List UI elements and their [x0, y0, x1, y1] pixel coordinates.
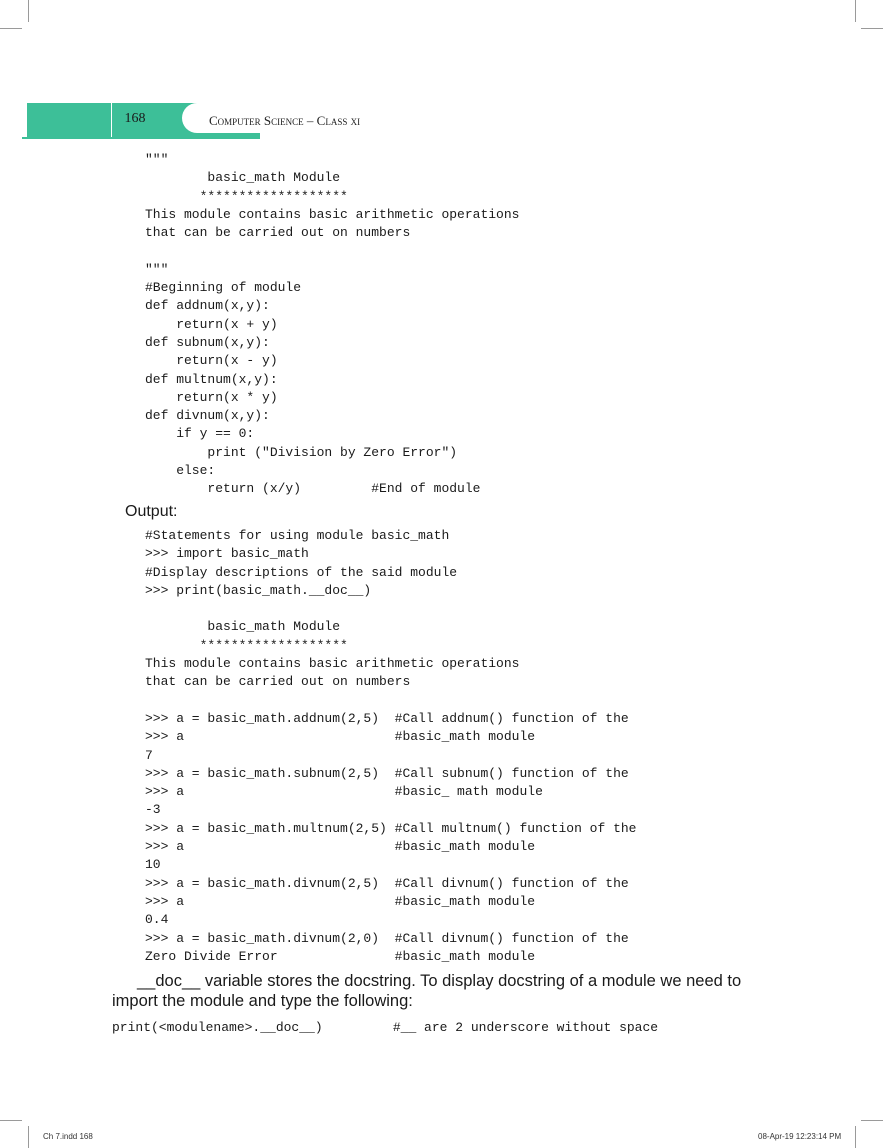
code-line: 10 [145, 857, 161, 873]
code-line: return(x + y) [145, 316, 278, 332]
code-line: #Display descriptions of the said module [145, 564, 458, 580]
crop-mark [861, 28, 883, 29]
footer-date-slug: 08-Apr-19 12:23:14 PM [758, 1132, 842, 1141]
code-line: 0.4 [145, 912, 169, 928]
output-label: Output: [125, 503, 178, 520]
print-doc-code: print(<modulename>.__doc__) #__ are 2 underscore without space [112, 1020, 659, 1035]
code-line: >>> a #basic_math module [145, 893, 536, 909]
code-line: """ [145, 152, 169, 167]
code-line: >>> a = basic_math.addnum(2,5) #Call addnum() function of the [145, 710, 629, 726]
code-line: >>> a #basic_ math module [145, 784, 543, 800]
code-line: def divnum(x,y): [145, 408, 270, 424]
crop-mark [855, 0, 856, 22]
code-line: that can be carried out on numbers [145, 674, 411, 690]
code-line: >>> import basic_math [145, 546, 309, 562]
code-line: return(x - y) [145, 353, 278, 369]
code-line: >>> a = basic_math.divnum(2,0) #Call divnum() function of the [145, 930, 629, 946]
header-rule [22, 137, 260, 139]
code-line: that can be carried out on numbers [145, 225, 411, 241]
output-code-listing [145, 527, 636, 966]
code-line: def multnum(x,y): [145, 371, 278, 387]
code-line: This module contains basic arithmetic operations [145, 656, 520, 672]
code-line: ******************* [145, 188, 348, 204]
code-line: 7 [145, 747, 153, 763]
code-line: >>> a = basic_math.divnum(2,5) #Call divnum() function of the [145, 875, 629, 891]
crop-mark [855, 1126, 856, 1148]
code-line: else: [145, 463, 216, 479]
footer-file-slug: Ch 7.indd 168 [43, 1132, 93, 1141]
header-title: Computer Science – Class xi [209, 113, 361, 128]
code-line: -3 [145, 802, 161, 818]
code-line: >>> a = basic_math.multnum(2,5) #Call multnum() function of the [145, 820, 637, 836]
code-line: if y == 0: [145, 426, 255, 442]
code-line: >>> a = basic_math.subnum(2,5) #Call subnum() function of the [145, 765, 629, 781]
code-line: ******************* [145, 637, 348, 653]
crop-mark [0, 28, 22, 29]
code-line: Zero Divide Error #basic_math module [145, 948, 536, 964]
docstring-paragraph: __doc__ variable stores the docstring. To display docstring of a module we need to import the module and type the following: [112, 972, 742, 1010]
code-line: >>> print(basic_math.__doc__) [145, 582, 372, 598]
crop-mark [861, 1120, 883, 1121]
code-line: basic_math Module [145, 619, 341, 635]
code-line: return(x * y) [145, 389, 278, 405]
code-line: basic_math Module [145, 170, 341, 186]
code-line: def addnum(x,y): [145, 298, 270, 314]
code-line: return (x/y) #End of module [145, 481, 481, 497]
crop-mark [28, 1126, 29, 1148]
page-number: 168 [124, 111, 146, 126]
code-line: This module contains basic arithmetic operations [145, 206, 520, 222]
crop-mark [0, 1120, 22, 1121]
code-line: >>> a #basic_math module [145, 729, 536, 745]
crop-mark [28, 0, 29, 22]
code-line: print ("Division by Zero Error") [145, 444, 458, 460]
code-line: >>> a #basic_math module [145, 839, 536, 855]
code-line: """ [145, 261, 169, 277]
module-code-listing [145, 151, 519, 499]
code-line: #Beginning of module [145, 280, 302, 296]
code-line: #Statements for using module basic_math [145, 528, 450, 543]
code-line: def subnum(x,y): [145, 334, 270, 350]
